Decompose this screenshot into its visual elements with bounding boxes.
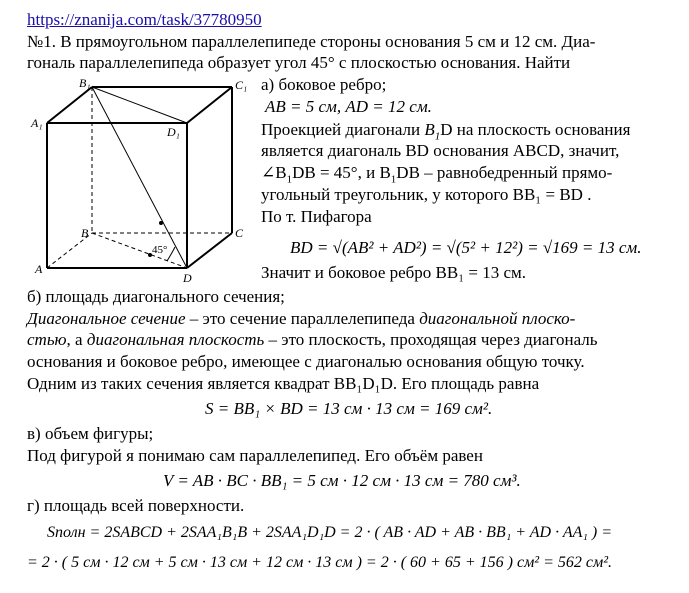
edge-dc bbox=[187, 233, 232, 268]
part-a-p1: Проекцией диагонали $B_1D$ на плоскость основания bbox=[261, 120, 631, 143]
part-a-p3: $\angle B_1DB = 45^\circ$, и $B_1DB$ – равнобедренный прямо- bbox=[261, 163, 613, 186]
part-b-title: б) площадь диагонального сечения; bbox=[27, 287, 285, 306]
part-c-title: в) объем фигуры; bbox=[27, 424, 154, 443]
part-b-d3: основания и боковое ребро, имеющее с диагональю основания общую точку. bbox=[27, 352, 585, 371]
diagonal-b1d bbox=[92, 87, 187, 268]
part-c-t1: Под фигурой я понимаю сам параллелепипед. Его объём равен bbox=[27, 446, 483, 465]
part-b-d1: Диагональное сечение – это сечение параллелепипеда диагональной плоско- bbox=[27, 309, 576, 328]
part-b-d4: Одним из таких сечения является квадрат BB₁D₁D. Его площадь равна bbox=[27, 374, 540, 393]
part-d-title: г) площадь всей поверхности. bbox=[27, 496, 245, 515]
label-c1: C₁ bbox=[235, 78, 248, 92]
label-a1: A₁ bbox=[31, 116, 43, 130]
label-c: C bbox=[235, 226, 244, 240]
label-d1: D₁ bbox=[167, 125, 180, 139]
label-b1: B₁ bbox=[79, 76, 91, 90]
part-b-d2: стью, а диагональная плоскость – это плоскость, проходящая через диагональ bbox=[27, 330, 598, 349]
angle-arc bbox=[167, 247, 175, 261]
right-angle-dot-1 bbox=[159, 221, 163, 225]
formula-area: S = BB₁ × BD = 13 см · 13 см = 169 см². bbox=[205, 399, 493, 418]
problem-line-1: №1. В прямоугольном параллелепипеде стороны основания 5 см и 12 см. Диа- bbox=[27, 32, 596, 51]
label-angle: 45° bbox=[152, 244, 168, 256]
part-a-given: AB = 5 см, AD = 12 см. bbox=[265, 97, 432, 116]
formula-surface-1: Sполн = 2SABCD + 2SAA₁B₁B + 2SAA₁D₁D = 2 · ( AB · AD + AB · BB₁ + AD · AA₁ ) = bbox=[47, 524, 613, 541]
part-a-p2: является диагональ BD основания ABCD, значит, bbox=[261, 141, 620, 160]
edge-d1c1 bbox=[187, 87, 232, 123]
problem-line-2: гональ параллелепипеда образует угол 45° с плоскостью основания. Найти bbox=[27, 53, 571, 72]
label-a: A bbox=[35, 262, 43, 276]
part-a-p6: Значит и боковое ребро BB₁ = 13 см. bbox=[261, 263, 527, 282]
source-link[interactable]: https://znanija.com/task/37780950 bbox=[27, 10, 262, 29]
parallelepiped-figure bbox=[27, 75, 257, 285]
formula-volume: V = AB · BC · BB₁ = 5 см · 12 см · 13 см = 780 см³. bbox=[163, 471, 521, 490]
edge-a1b1 bbox=[47, 87, 92, 123]
label-b: B bbox=[81, 226, 89, 240]
part-a-p5: По т. Пифагора bbox=[261, 207, 372, 226]
part-a-p4: угольный треугольник, у которого BB₁ = BD . bbox=[261, 185, 592, 204]
diagonal-b1d1 bbox=[92, 87, 187, 123]
label-d: D bbox=[183, 271, 192, 285]
formula-bd: BD = √(AB² + AD²) = √(5² + 12²) = √169 = 13 см. bbox=[290, 238, 642, 257]
formula-surface-2: = 2 · ( 5 см · 12 см + 5 см · 13 см + 12 см · 13 см ) = 2 · ( 60 + 65 + 156 ) см² = 562 см². bbox=[27, 554, 612, 571]
part-a-title: а) боковое ребро; bbox=[261, 75, 387, 94]
